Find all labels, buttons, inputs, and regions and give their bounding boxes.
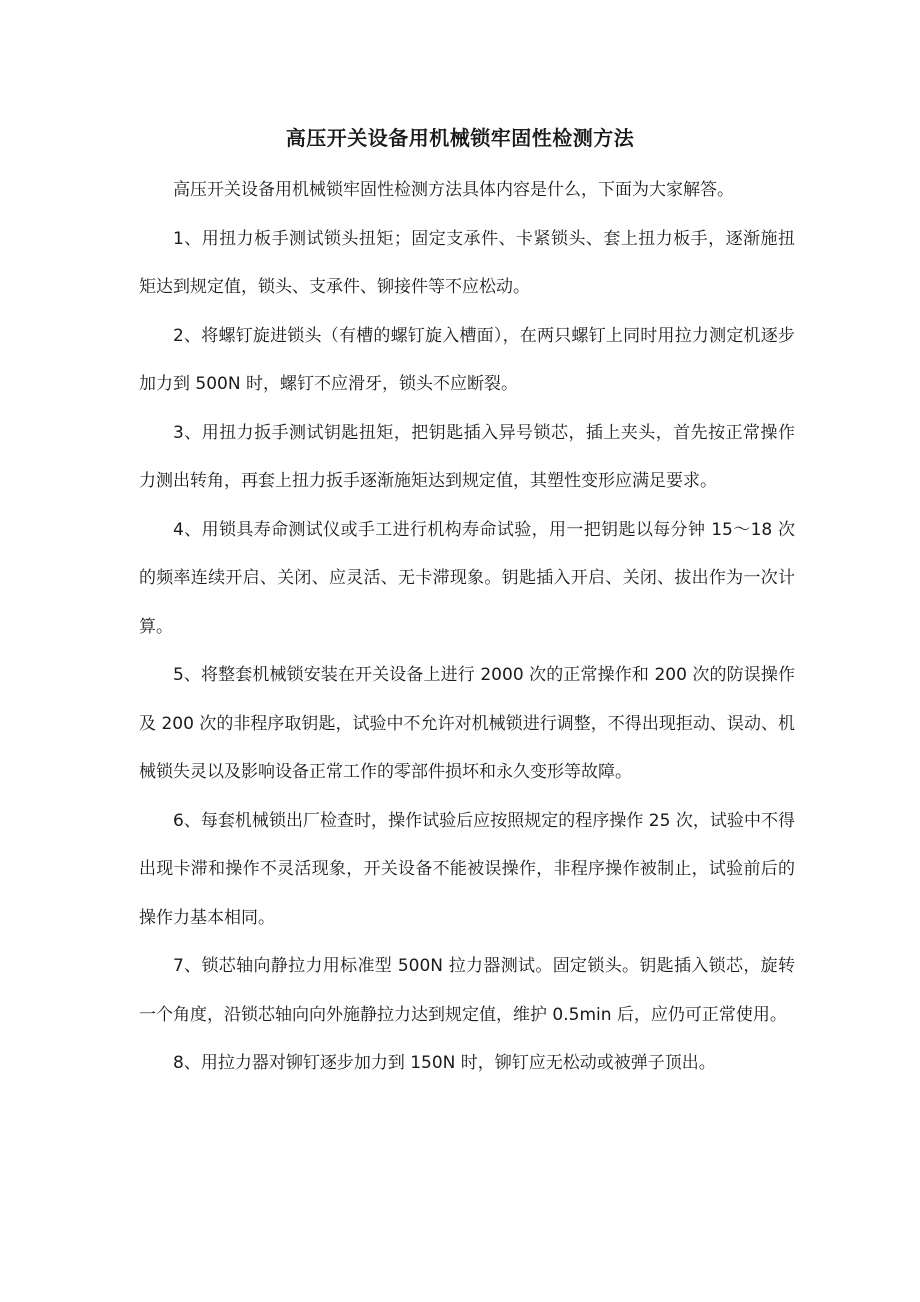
paragraph-item-4: 4、用锁具寿命测试仪或手工进行机构寿命试验，用一把钥匙以每分钟 15～18 次的频率连续开启、关闭、应灵活、无卡滞现象。钥匙插入开启、关闭、拔出作为一次计算。 — [139, 519, 795, 637]
paragraph-item-1: 1、用扭力板手测试锁头扭矩；固定支承件、卡紧锁头、套上扭力板手，逐渐施扭矩达到规定值，锁头、支承件、铆接件等不应松动。 — [139, 228, 795, 297]
document-body — [139, 166, 795, 1088]
paragraph-item-6: 6、每套机械锁出厂检查时，操作试验后应按照规定的程序操作 25 次，试验中不得出现卡滞和操作不灵活现象，开关设备不能被误操作，非程序操作被制止，试验前后的操作力基本相同。 — [139, 810, 795, 928]
document-title: 高压开关设备用机械锁牢固性检测方法 — [285, 126, 635, 150]
paragraph-item-8: 8、用拉力器对铆钉逐步加力到 150N 时，铆钉应无松动或被弹子顶出。 — [173, 1053, 716, 1073]
paragraph-intro: 高压开关设备用机械锁牢固性检测方法具体内容是什么，下面为大家解答。 — [173, 180, 734, 200]
paragraph-item-2: 2、将螺钉旋进锁头（有槽的螺钉旋入槽面），在两只螺钉上同时用拉力测定机逐步加力到 500N 时，螺钉不应滑牙，锁头不应断裂。 — [139, 325, 795, 394]
paragraph-item-3: 3、用扭力扳手测试钥匙扭矩，把钥匙插入异号锁芯，插上夹头，首先按正常操作力测出转角，再套上扭力扳手逐渐施矩达到规定值，其塑性变形应满足要求。 — [139, 422, 795, 491]
paragraph-item-5: 5、将整套机械锁安装在开关设备上进行 2000 次的正常操作和 200 次的防误操作及 200 次的非程序取钥匙，试验中不允许对机械锁进行调整，不得出现拒动、误动、机械锁失灵以及影响设备正常工作的零部件损坏和永久变形等故障。 — [139, 665, 795, 782]
paragraph-item-7: 7、锁芯轴向静拉力用标准型 500N 拉力器测试。固定锁头。钥匙插入锁芯，旋转一个角度，沿锁芯轴向向外施静拉力达到规定值，维护 0.5min 后，应仍可正常使用。 — [139, 956, 795, 1025]
